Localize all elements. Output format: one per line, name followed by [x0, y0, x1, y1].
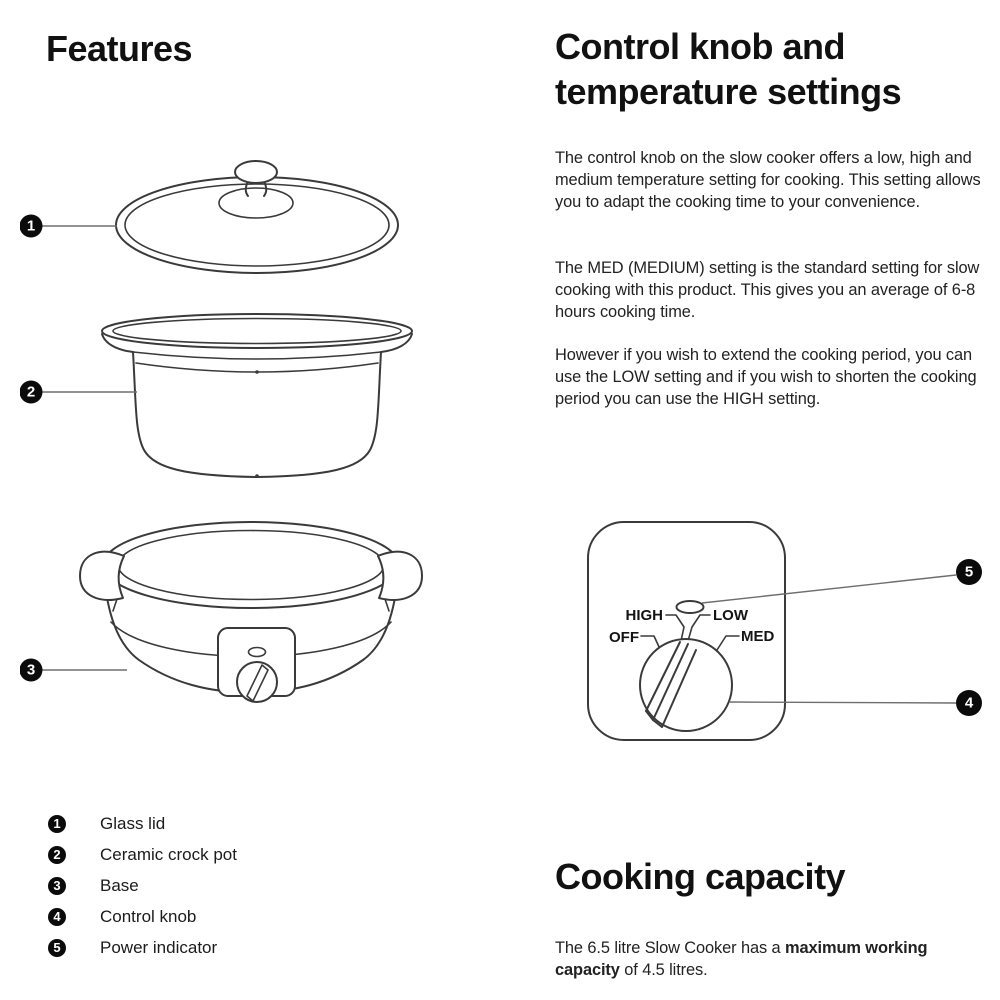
- legend-badge-2: 2: [48, 846, 66, 864]
- capacity-text-suffix: of 4.5 litres.: [619, 961, 708, 979]
- features-heading: Features: [46, 28, 193, 69]
- control-knob-diagram: [580, 515, 990, 755]
- legend-item-power-indicator: [48, 932, 237, 963]
- svg-text:4: 4: [964, 694, 974, 712]
- legend-item-base: [48, 870, 237, 901]
- features-legend: [48, 808, 237, 963]
- lid-knob-shape: [235, 161, 277, 183]
- callout-3-badge: [20, 659, 43, 682]
- legend-label: Ceramic crock pot: [100, 844, 237, 864]
- base-drawing: [80, 522, 422, 702]
- legend-badge-5: 5: [48, 939, 66, 957]
- callout-2-badge: [20, 381, 43, 404]
- power-indicator-shape: [677, 601, 704, 613]
- capacity-heading: Cooking capacity: [555, 856, 846, 897]
- left-handle-shape: [80, 552, 124, 600]
- svg-text:2: 2: [26, 383, 36, 401]
- legend-label: Power indicator: [100, 937, 218, 957]
- capacity-paragraph: [555, 937, 987, 981]
- panel-knob-shape: [237, 662, 277, 702]
- glass-lid-drawing: [116, 161, 398, 273]
- capacity-text-prefix: The 6.5 litre Slow Cooker has a: [555, 939, 786, 957]
- legend-label: Glass lid: [100, 813, 166, 833]
- label-med: MED: [741, 628, 775, 645]
- svg-text:3: 3: [26, 661, 36, 679]
- features-diagram: [20, 145, 470, 735]
- legend-label: Base: [100, 875, 139, 895]
- legend-item-glass-lid: [48, 808, 237, 839]
- svg-text:5: 5: [964, 563, 974, 581]
- label-off: OFF: [609, 629, 639, 646]
- control-section-heading: Control knob and temperature settings: [555, 26, 902, 112]
- legend-badge-1: 1: [48, 815, 66, 833]
- legend-badge-4: 4: [48, 908, 66, 926]
- svg-text:1: 1: [26, 217, 36, 235]
- legend-item-crock-pot: [48, 839, 237, 870]
- legend-label: Control knob: [100, 906, 197, 926]
- control-paragraph-3: However if you wish to extend the cooking period, you can use the LOW setting and if you wish to shorten the cooking period you can use the HIGH setting.: [555, 346, 977, 408]
- callout-5-badge: [956, 559, 982, 585]
- label-high: HIGH: [625, 607, 663, 624]
- control-paragraph-1: The control knob on the slow cooker offers a low, high and medium temperature setting for cooking. This setting allows you to adapt the cooking time to your convenience.: [555, 149, 981, 211]
- label-low: LOW: [713, 607, 748, 624]
- control-paragraph-2: The MED (MEDIUM) setting is the standard setting for slow cooking with this product. This gives you an average of 6-8 hours cooking time.: [555, 259, 980, 321]
- callout-4-badge: [956, 690, 982, 716]
- callout-4-leader: [729, 702, 956, 703]
- callout-1-badge: [20, 215, 43, 238]
- legend-badge-3: 3: [48, 877, 66, 895]
- capacity-text-bold: maximum working capacity: [555, 939, 928, 979]
- right-handle-shape: [378, 552, 422, 600]
- crock-pot-drawing: [102, 314, 412, 478]
- legend-item-control-knob: [48, 901, 237, 932]
